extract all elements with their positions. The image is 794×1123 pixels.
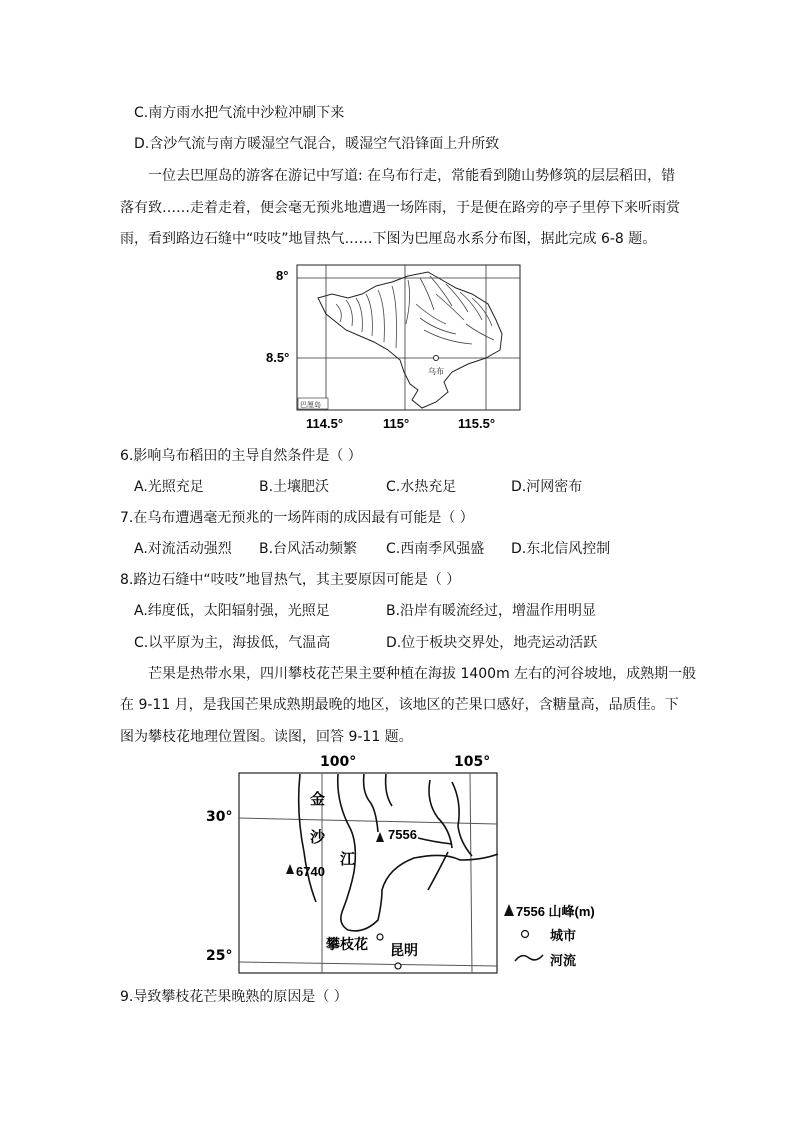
lat-8-5-label: 8.5° [266,350,290,365]
ubud-label: 乌布 [428,367,444,376]
peak-7556-label: 7556 [388,827,417,842]
legend-river-label: 河流 [550,954,577,969]
passage-1-line-3: 雨，看到路边石缝中“吱吱”地冒热气……下图为巴厘岛水系分布图，据此完成 6-8 题。 [120,231,657,247]
rivers [299,774,498,931]
map-legend [500,898,620,978]
panzhihua-label: 攀枝花 [326,937,368,953]
question-8: 8.路边石缝中“吱吱”地冒热气，其主要原因可能是（ ） [120,572,461,588]
panzhihua-city-marker [377,934,383,940]
passage-1-line-2: 落有致……走着走着，便会毫无预兆地遭遇一场阵雨，于是便在路旁的亭子里停下来听雨赏 [120,200,680,216]
lat-30-label: 30° [206,809,233,825]
legend-city-label: 城市 [550,929,577,944]
q6-option-c: C.水热充足 [386,479,457,495]
q7-option-a: A.对流活动强烈 [134,541,232,557]
q7-option-b: B.台风活动频繁 [259,541,358,557]
jinsha-river-char-3: 江 [340,850,356,868]
lon-115-label: 115° [383,416,410,431]
peak-7556-icon [376,832,384,842]
prev-option-c: C.南方雨水把气流中沙粒冲刷下来 [134,105,345,121]
legend-peak-icon [504,904,514,916]
passage-2-line-1: 芒果是热带水果，四川攀枝花芒果主要种植在海拔 1400m 左右的河谷坡地，成熟期一般 [148,666,697,682]
bali-map-svg [296,264,522,412]
lat-8-label: 8° [276,268,289,283]
bali-rivers [336,276,494,348]
q8-option-d: D.位于板块交界处，地壳运动活跃 [386,635,598,651]
legend-city-icon [520,929,530,939]
bali-island-outline [318,272,502,408]
lat-25-label: 25° [206,948,233,964]
lon-114-5-label: 114.5° [306,416,344,431]
question-7: 7.在乌布遭遇毫无预兆的一场阵雨的成因最有可能是（ ） [120,510,474,526]
bali-inset-label: 巴厘岛 [300,401,321,409]
jinsha-river-char-1: 金 [310,790,326,808]
lon-105-label: 105° [454,754,491,770]
grid-line-25 [239,962,497,966]
q6-option-a: A.光照充足 [134,479,204,495]
lon-100-label: 100° [320,754,357,770]
prev-option-d: D.含沙气流与南方暖湿空气混合，暖湿空气沿锋面上升所致 [134,136,500,152]
legend-river-icon [514,952,544,964]
grid-line-105 [470,773,472,973]
kunming-city-marker [395,963,401,969]
q7-option-d: D.东北信风控制 [511,541,611,557]
question-9: 9.导致攀枝花芒果晚熟的原因是（ ） [120,989,348,1005]
peak-6740-icon [286,864,294,874]
q8-option-c: C.以平原为主，海拔低，气温高 [134,635,331,651]
bali-water-system-map [260,258,530,438]
jinsha-river-char-2: 沙 [310,828,326,846]
passage-2-line-3: 图为攀枝花地理位置图。读图，回答 9-11 题。 [120,729,413,745]
legend-peak-label: 7556 山峰(m) [516,904,595,919]
kunming-label: 昆明 [390,943,418,959]
q6-option-b: B.土壤肥沃 [259,479,330,495]
q7-option-c: C.西南季风强盛 [386,541,485,557]
q6-option-d: D.河网密布 [511,479,583,495]
passage-2-line-2: 在 9-11 月，是我国芒果成熟期最晚的地区，该地区的芒果口感好，含糖量高，品质佳。下 [120,697,679,713]
q8-option-b: B.沿岸有暖流经过，增温作用明显 [386,603,597,619]
peak-6740-label: 6740 [296,864,325,879]
ubud-city-marker [434,356,439,361]
lon-115-5-label: 115.5° [458,416,496,431]
q8-option-a: A.纬度低，太阳辐射强，光照足 [134,603,330,619]
panzhihua-map-svg [238,772,498,974]
question-6: 6.影响乌布稻田的主导自然条件是（ ） [120,448,362,464]
passage-1-line-1: 一位去巴厘岛的游客在游记中写道: 在乌布行走，常能看到随山势修筑的层层稻田，错 [148,168,676,184]
